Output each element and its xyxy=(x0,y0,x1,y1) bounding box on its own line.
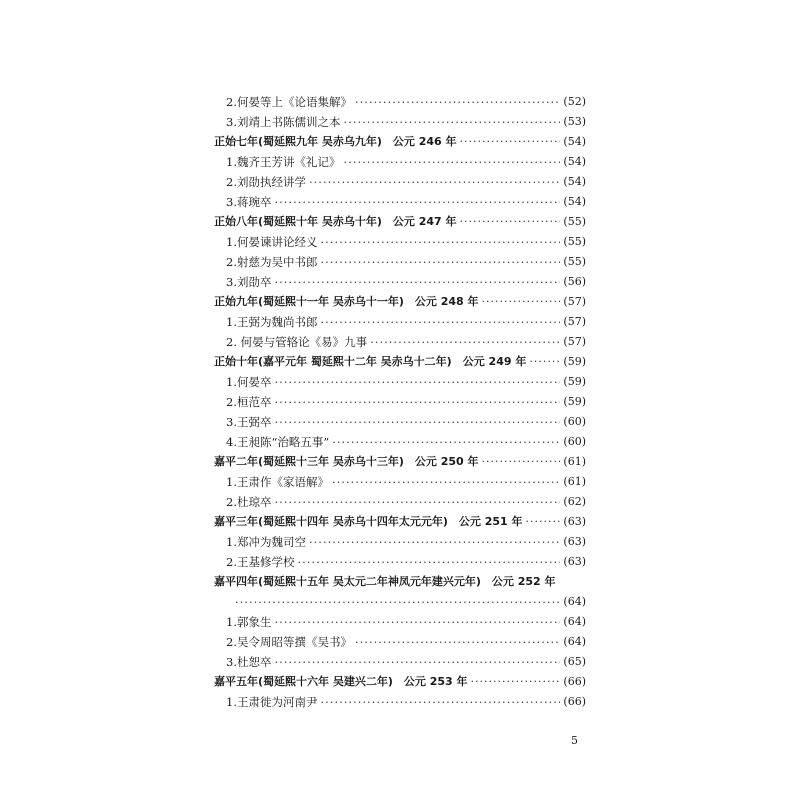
toc-entry xyxy=(214,632,586,652)
toc-year-heading xyxy=(214,512,586,532)
toc-entry-page: (64) xyxy=(563,615,586,628)
dot-leader xyxy=(320,312,560,332)
toc-year-heading xyxy=(214,672,586,692)
toc-entry-title: 嘉平三年(蜀延熙十四年 吴赤乌十四年太元元年) 公元 251 年 xyxy=(214,515,523,528)
toc-entry-title: 正始七年(蜀延熙九年 吴赤乌九年) 公元 246 年 xyxy=(214,135,457,148)
toc-year-heading xyxy=(214,132,586,152)
toc-year-heading xyxy=(214,452,586,472)
toc-entry-title: 3.杜恕卒 xyxy=(226,655,272,669)
toc-entry-page: (55) xyxy=(563,255,586,268)
dot-leader xyxy=(274,372,560,392)
toc-entry xyxy=(214,532,586,552)
dot-leader xyxy=(297,552,560,572)
toc-entry-page: (57) xyxy=(563,295,586,308)
toc-entry-title: 1.王弼为魏尚书郎 xyxy=(226,315,318,329)
toc-entry xyxy=(214,492,586,512)
toc-entry-page: (56) xyxy=(563,275,586,288)
toc-entry-page: (60) xyxy=(563,415,586,428)
toc-entry-page: (65) xyxy=(563,655,586,668)
dot-leader xyxy=(370,332,560,352)
toc-entry-title: 正始八年(蜀延熙十年 吴赤乌十年) 公元 247 年 xyxy=(214,215,457,228)
toc-entry-page: (61) xyxy=(563,475,586,488)
table-of-contents xyxy=(214,92,586,712)
toc-entry-page: (54) xyxy=(563,175,586,188)
toc-entry xyxy=(214,312,586,332)
dot-leader xyxy=(460,132,561,152)
dot-leader xyxy=(526,512,561,532)
dot-leader xyxy=(274,412,560,432)
toc-entry-title: 1.魏齐王芳讲《礼记》 xyxy=(226,155,341,169)
dot-leader xyxy=(332,432,560,452)
dot-leader xyxy=(529,352,560,372)
toc-entry xyxy=(214,412,586,432)
toc-entry-title: 2.吴令周昭等撰《吴书》 xyxy=(226,635,352,649)
toc-entry-title: 2.射慈为吴中书郎 xyxy=(226,255,318,269)
toc-entry-title: 3.刘劭卒 xyxy=(226,275,272,289)
toc-entry-page: (60) xyxy=(563,435,586,448)
toc-entry-page: (64) xyxy=(563,595,586,608)
dot-leader xyxy=(309,172,560,192)
toc-year-heading xyxy=(214,352,586,372)
toc-entry-title: 1.何晏谏讲论经义 xyxy=(226,235,318,249)
toc-entry-title: 嘉平五年(蜀延熙十六年 吴建兴二年) 公元 253 年 xyxy=(214,675,468,688)
toc-entry-title: 正始十年(嘉平元年 蜀延熙十二年 吴赤乌十二年) 公元 249 年 xyxy=(214,355,527,368)
toc-entry-title: 正始九年(蜀延熙十一年 吴赤乌十一年) 公元 248 年 xyxy=(214,295,479,308)
toc-entry-page: (66) xyxy=(563,695,586,708)
dot-leader xyxy=(460,212,561,232)
toc-entry-title: 1.郭象生 xyxy=(226,615,272,629)
toc-entry-title: 4.王昶陈“治略五事” xyxy=(226,435,330,449)
toc-entry xyxy=(214,692,586,712)
dot-leader xyxy=(320,692,560,712)
toc-entry-page: (59) xyxy=(563,395,586,408)
dot-leader xyxy=(274,192,560,212)
toc-entry-title: 1.王肃徙为河南尹 xyxy=(226,695,318,709)
toc-entry-title: 嘉平二年(蜀延熙十三年 吴赤乌十三年) 公元 250 年 xyxy=(214,455,479,468)
toc-year-heading xyxy=(214,292,586,312)
toc-entry-title: 1.何晏卒 xyxy=(226,375,272,389)
dot-leader xyxy=(320,252,560,272)
toc-entry-title: 2. 何晏与管辂论《易》九事 xyxy=(226,335,368,349)
page-number: 5 xyxy=(571,734,578,747)
toc-entry-title: 1.王肃作《家语解》 xyxy=(226,475,329,489)
toc-entry-page: (53) xyxy=(563,115,586,128)
toc-year-heading xyxy=(214,212,586,232)
toc-year-heading xyxy=(214,572,586,592)
toc-entry-page: (59) xyxy=(563,355,586,368)
dot-leader xyxy=(309,532,560,552)
toc-entry xyxy=(214,112,586,132)
toc-entry-page: (54) xyxy=(563,195,586,208)
toc-entry xyxy=(214,432,586,452)
toc-entry-page: (54) xyxy=(563,135,586,148)
toc-entry xyxy=(214,372,586,392)
toc-entry xyxy=(214,252,586,272)
toc-entry-title: 2.杜琼卒 xyxy=(226,495,272,509)
toc-entry-page: (52) xyxy=(563,95,586,108)
toc-entry-page: (63) xyxy=(563,555,586,568)
toc-entry-page: (54) xyxy=(563,155,586,168)
toc-entry-title: 2.刘劭执经讲学 xyxy=(226,175,306,189)
toc-entry-title: 2.何晏等上《论语集解》 xyxy=(226,95,352,109)
dot-leader xyxy=(274,392,560,412)
dot-leader xyxy=(343,112,560,132)
toc-entry-page: (63) xyxy=(563,515,586,528)
toc-entry xyxy=(214,592,586,612)
toc-entry-title: 嘉平四年(蜀延熙十五年 吴太元二年神凤元年建兴元年) 公元 252 年 xyxy=(214,575,556,588)
dot-leader xyxy=(355,92,560,112)
toc-entry xyxy=(214,472,586,492)
toc-entry-title: 1.郑冲为魏司空 xyxy=(226,535,306,549)
toc-entry xyxy=(214,332,586,352)
dot-leader xyxy=(471,672,561,692)
dot-leader xyxy=(235,592,560,612)
dot-leader xyxy=(320,232,560,252)
toc-entry xyxy=(214,612,586,632)
toc-entry-page: (62) xyxy=(563,495,586,508)
dot-leader xyxy=(482,292,561,312)
toc-entry-page: (66) xyxy=(563,675,586,688)
dot-leader xyxy=(332,472,560,492)
dot-leader xyxy=(355,632,560,652)
dot-leader xyxy=(274,652,560,672)
dot-leader xyxy=(274,272,560,292)
dot-leader xyxy=(274,492,560,512)
toc-entry xyxy=(214,92,586,112)
toc-entry-page: (59) xyxy=(563,375,586,388)
toc-entry xyxy=(214,652,586,672)
toc-entry-page: (55) xyxy=(563,215,586,228)
dot-leader xyxy=(482,452,561,472)
toc-entry-title: 2.王基修学校 xyxy=(226,555,295,569)
toc-entry-page: (64) xyxy=(563,635,586,648)
toc-entry xyxy=(214,392,586,412)
toc-entry xyxy=(214,272,586,292)
toc-entry-page: (57) xyxy=(563,315,586,328)
toc-entry xyxy=(214,152,586,172)
dot-leader xyxy=(274,612,560,632)
toc-entry xyxy=(214,552,586,572)
dot-leader xyxy=(343,152,560,172)
toc-entry-page: (63) xyxy=(563,535,586,548)
toc-entry-title: 3.王弼卒 xyxy=(226,415,272,429)
toc-entry-title: 3.刘靖上书陈儒训之本 xyxy=(226,115,341,129)
toc-entry-title: 2.桓范卒 xyxy=(226,395,272,409)
toc-entry-page: (55) xyxy=(563,235,586,248)
toc-entry xyxy=(214,172,586,192)
toc-entry xyxy=(214,192,586,212)
toc-entry-page: (61) xyxy=(563,455,586,468)
toc-entry-title: 3.蒋琬卒 xyxy=(226,195,272,209)
toc-entry xyxy=(214,232,586,252)
toc-entry-page: (57) xyxy=(563,335,586,348)
